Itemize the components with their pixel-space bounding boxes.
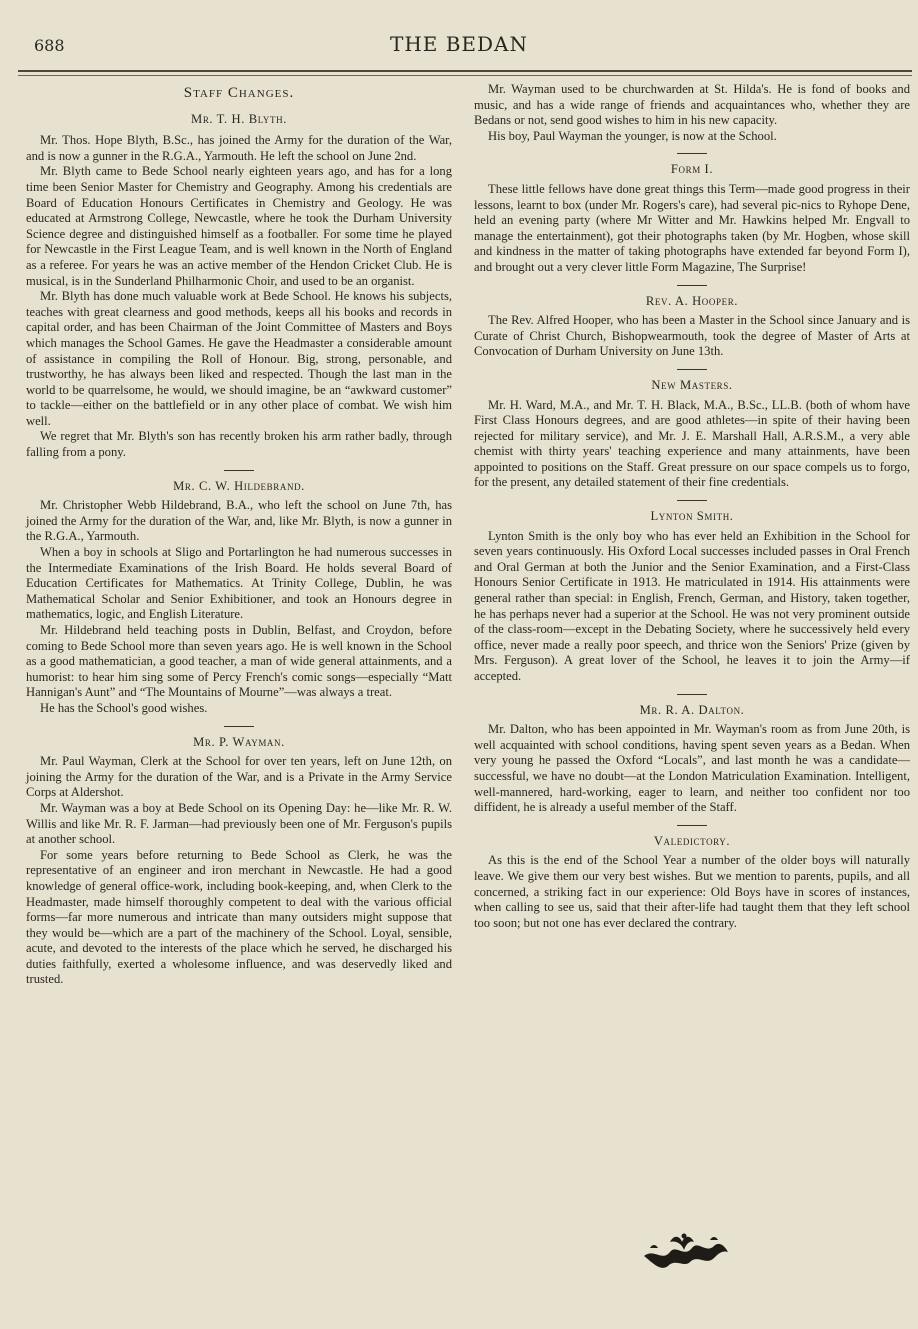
paragraph: As this is the end of the School Year a number of the older boys will naturally leave. We give them our very best wishes. But we mention to parents, pupils, and all concerned, a striking fact in our experience: Old Boys have in scores of instances, when calling to see us, said that their after-life had taught them that they left school too soon; but not one has ever declared the contrary. [474, 853, 910, 930]
right-column [474, 82, 910, 931]
article-heading: Staff Changes. [183, 85, 295, 101]
paragraph: He has the School's good wishes. [40, 700, 208, 715]
paragraph: These little fellows have done great things this Term—made good progress in their lessons, learnt to box (under Mr. Rogers's care), had several pic-nics to Ryhope Dene, held an evening party (where Mr Witter and Mr. Hawkins helped Mr. Engvall to manage the entertainment), got their photographs taken (by Mr. Hogben, whose skill and kindness in the matter of taking photographs have extended far beyond Form I), and brought out a very clever little Form Magazine, The Surprise! [474, 181, 910, 274]
section-heading: New Masters. [651, 377, 733, 392]
section-new-masters [474, 378, 910, 491]
section-blyth [26, 112, 452, 461]
section-heading: Mr. C. W. Hildebrand. [173, 478, 305, 493]
section-divider [677, 500, 707, 501]
paragraph: Mr. Thos. Hope Blyth, B.Sc., has joined the Army for the duration of the War, and is now a gunner in the R.G.A., Yarmouth. He left the school on June 2nd. [26, 133, 452, 163]
section-heading: Valedictory. [653, 833, 731, 848]
section-divider [677, 285, 707, 286]
paragraph: Mr. Blyth came to Bede School nearly eighteen years ago, and has for a long time been Senior Master for Chemistry and Geography. Among his credentials are Board of Education Honours Certificates in Chemistry and Geology. He was educated at Armstrong College, Newcastle, where he took the Durham University Science degree and distinguished himself as a footballer. For some time he played for Newcastle in the First League Team, and is well known in the North of England as a referee. For years he was an active member of the Hendon Cricket Club. He is musical, is in the Sunderland Philharmonic Choir, and used to be an organist. [26, 164, 452, 288]
section-heading: Form I. [670, 162, 714, 177]
paragraph: His boy, Paul Wayman the younger, is now at the School. [488, 128, 777, 143]
section-wayman [26, 735, 452, 989]
left-column [26, 82, 452, 988]
page-number: 688 [34, 36, 65, 55]
section-heading: Rev. A. Hooper. [645, 293, 739, 308]
section-heading: Lynton Smith. [650, 509, 734, 524]
paragraph: Mr. Dalton, who has been appointed in Mr. Wayman's room as from June 20th, is well acquainted with school conditions, having spent seven years as a Bedan. When very young he passed the Oxford “Locals”, and last month he was a candidate—successful, we have no doubt—at the London Matriculation Examination. Intelligent, well-mannered, hard-working, eager to learn, and neither too confident nor too diffident, he is already a useful member of the Staff. [474, 722, 910, 815]
section-divider [677, 825, 707, 826]
section-divider [677, 153, 707, 154]
section-wayman-continued [474, 82, 910, 144]
section-lynton-smith [474, 509, 910, 685]
paragraph: Mr. Hildebrand held teaching posts in Dublin, Belfast, and Croydon, before coming to Bede School more than seven years ago. He is well known in the School as a good mathematician, a good teacher, a man of wide general attainments, and a humorist: to hear him sing some of Percy French's comic songs—especially “Matt Hannigan's Aunt” and “The Mountains of Mourne”—was always a treat. [26, 623, 452, 700]
section-divider [677, 694, 707, 695]
section-divider [677, 369, 707, 370]
paragraph: Mr. H. Ward, M.A., and Mr. T. H. Black, M.A., B.Sc., LL.B. (both of whom have First Class Honours degrees, and are good athletes—in spite of their having been rejected for military service), and Mr. J. E. Marshall Hall, A.R.S.M., a very able chemist with thirty years' teaching experience and many attainments, have been appointed to positions on the Staff. Great pressure on our space compels us to forgo, for the present, any detailed statement of their fine credentials. [474, 397, 910, 490]
section-heading: Mr. P. Wayman. [193, 734, 285, 749]
decorative-tailpiece-icon [640, 1228, 730, 1274]
paragraph: Lynton Smith is the only boy who has ever held an Exhibition in the School for seven years continuously. His Oxford Local successes included passes in Oral French and Oral German at both the Junior and the Senior Examination, and a First-Class Honours Senior Certificate in 1913. He matriculated in 1914. His attainments were general rather than special: in English, French, German, and History, taken together, he has perhaps never had a superior at the School. He was not very prominent outside of the class-room—except in the Debating Society, where he successively held every office, never made a really poor speech, and thrice won the Seniors' Prize (given by Mrs. Ferguson). A great lover of the School, he leaves it to join the Army—if accepted. [474, 528, 910, 683]
running-title: THE BEDAN [389, 32, 528, 56]
paragraph: Mr. Blyth has done much valuable work at Bede School. He knows his subjects, teaches with great clearness and good methods, keeps all his books and records in capital order, and has been Chairman of the Joint Committee of Masters and Boys which manages the School Games. He gave the Headmaster a considerable amount of assistance in compiling the Roll of Honour. Big, strong, personable, and trustworthy, he has always been liked and respected. Though the last man in the world to be quarrelsome, he would, we should imagine, be an “awkward customer” to tackle—either on the battlefield or in any other place of combat. We wish him well. [26, 289, 452, 428]
paragraph: Mr. Wayman was a boy at Bede School on its Opening Day: he—like Mr. R. W. Willis and like Mr. R. F. Jarman—had previously been one of Mr. Ferguson's pupils at another school. [26, 800, 452, 847]
paragraph: Mr. Paul Wayman, Clerk at the School for over ten years, left on June 12th, on joining the Army for the duration of the War, and is a Private in the Army Service Corps at Aldershot. [26, 754, 452, 800]
paragraph: For some years before returning to Bede School as Clerk, he was the representative of an engineer and iron merchant in Newcastle. He had a good knowledge of general office-work, including book-keeping, and, when Clerk to the Headmaster, made himself thoroughly competent to deal with the various official forms—far more numerous and intricate than many outsiders might suppose that they would be—which are a part of the machinery of the School. Loyal, sensible, acute, and devoted to the interests of the place which he served, he discharged his duties faithfully, exerted a wholesome influence, and was deservedly liked and trusted. [26, 847, 452, 987]
header-rule [18, 70, 912, 76]
section-divider [224, 470, 254, 471]
section-dalton [474, 703, 910, 816]
paragraph: When a boy in schools at Sligo and Portarlington he had numerous successes in the Intermediate Examinations of the Irish Board. He holds several Board of Education Certificates for Mathematics. At Trinity College, Dublin, he was Mathematical Scholar and Senior Exhibitioner, and took an Honours degree in mathematics, logic, and English Literature. [26, 545, 452, 622]
page-header [34, 30, 884, 64]
paragraph: Mr. Wayman used to be churchwarden at St. Hilda's. He is fond of books and music, and has a wide range of friends and acquaintances who, whether they are Bedans or not, send good wishes to him in his new capacity. [474, 82, 910, 128]
section-valedictory [474, 834, 910, 932]
section-form-one [474, 162, 910, 275]
section-heading: Mr. T. H. Blyth. [191, 111, 287, 126]
paragraph: Mr. Christopher Webb Hildebrand, B.A., who left the school on June 7th, has joined the Army for the duration of the War, and, like Mr. Blyth, is now a gunner in the R.G.A., Yarmouth. [26, 498, 452, 544]
section-hildebrand [26, 479, 452, 717]
section-hooper [474, 294, 910, 360]
section-divider [224, 726, 254, 727]
paragraph: The Rev. Alfred Hooper, who has been a Master in the School since January and is Curate of Christ Church, Bishopwearmouth, took the degree of Master of Arts at Convocation of Durham University on June 13th. [474, 313, 910, 359]
section-heading: Mr. R. A. Dalton. [639, 702, 745, 717]
paragraph: We regret that Mr. Blyth's son has recently broken his arm rather badly, through falling from a pony. [26, 429, 452, 460]
